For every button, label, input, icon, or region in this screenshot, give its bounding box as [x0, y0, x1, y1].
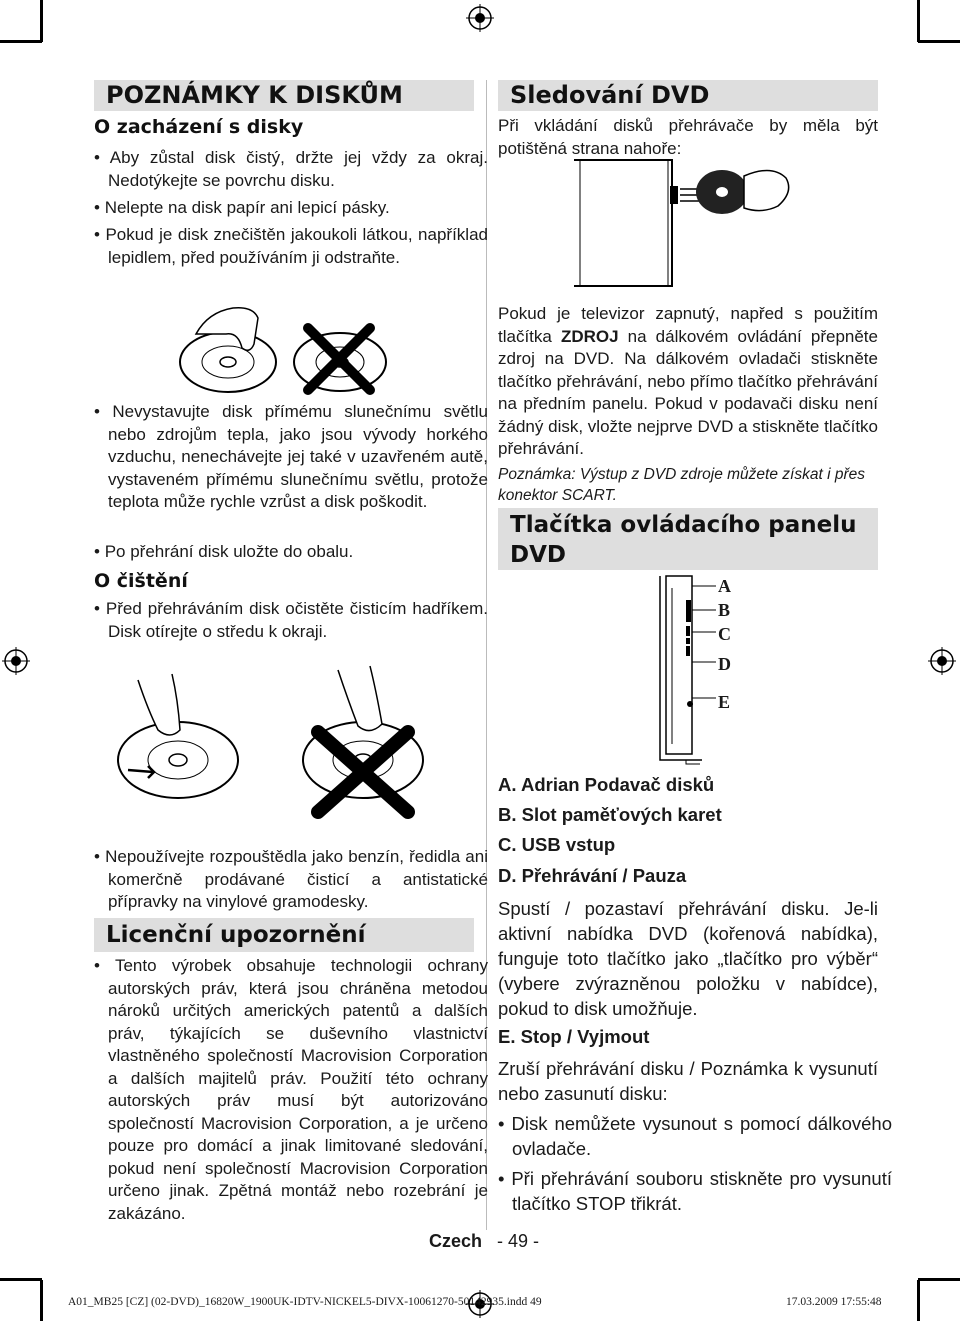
- source-key: ZDROJ: [560, 326, 619, 346]
- bullet-stop-three-times: • Při přehrávání souboru stiskněte pro vysunutí tlačítko STOP třikrát.: [498, 1166, 892, 1216]
- bullet-no-tape: • Nelepte na disk papír ani lepicí pásky.: [94, 197, 488, 220]
- label-stop-eject: E. Stop / Vyjmout: [498, 1026, 650, 1047]
- crop-mark: [918, 1278, 960, 1281]
- bullet-remove-dirt: • Pokud je disk znečištěn jakoukoli látkou, například lepidlem, před používáním ji odstraňte.: [94, 224, 488, 269]
- label-disc-tray: A. Adrian Podavač disků: [498, 774, 715, 795]
- crop-mark: [917, 1280, 920, 1321]
- label-usb: C. USB vstup: [498, 834, 616, 855]
- page-number: - 49 -: [497, 1231, 540, 1251]
- disc-handling-illustration: [178, 304, 388, 399]
- registration-mark-icon: [466, 4, 494, 32]
- bullet-macrovision: • Tento výrobek obsahuje technologii ochrany autorských práv, která jsou chráněna metodou nároků určitých amerických patentů a dalších práv, týkajících se duševního vlastnictví vlastněného společností Macrovision Corporation a dalších majitelů práv. Použití této ochrany autorských práv musí být autorizováno společností Macrovision Corporation, a je určeno pouze pro domácí a jinak limitované sledování, pokud není společností Macrovision Corporation určeno jinak. Zpětná montáž nebo rozebrání je zakázáno.: [94, 955, 488, 1225]
- footer-filename: A01_MB25 [CZ] (02-DVD)_16820W_1900UK-IDTV-NICKEL5-DIVX-10061270-50142935.indd 49: [68, 1296, 542, 1308]
- page-language: Czech: [429, 1231, 483, 1251]
- section-heading-license: Licenční upozornění: [94, 918, 474, 952]
- crop-mark: [40, 0, 43, 42]
- section-heading-dvd-viewing: Sledování DVD: [498, 80, 878, 111]
- subheading-cleaning: O čištění: [94, 570, 188, 592]
- crop-mark: [40, 1280, 43, 1321]
- crop-mark: [0, 40, 42, 43]
- bullet-clean-cloth: • Před přehráváním disk očistěte čisticím hadříkem. Disk otírejte o středu k okraji.: [94, 598, 488, 643]
- registration-mark-icon: [2, 647, 30, 675]
- subheading-disc-handling: O zacházení s disky: [94, 116, 304, 138]
- bullet-no-solvents: • Nepoužívejte rozpouštědla jako benzín, ředidla ani komerčně prodávané čisticí a antistatické přípravky na vinylové gramodesky.: [94, 846, 488, 914]
- label-card-slot: B. Slot paměťových karet: [498, 804, 722, 825]
- control-panel-diagram: [652, 574, 752, 766]
- panel-label-e: E: [718, 692, 731, 712]
- panel-label-d: D: [718, 654, 731, 674]
- panel-label-b: B: [718, 600, 731, 620]
- paragraph-scart-note: Poznámka: Výstup z DVD zdroje můžete získat i přes konektor SCART.: [498, 466, 865, 504]
- paragraph-source-switch: [498, 303, 878, 461]
- footer-timestamp: 17.03.2009 17:55:48: [786, 1296, 882, 1308]
- source-text-b: na dálkovém ovládání přepněte zdroj na DVD. Na dálkovém ovladači stiskněte tlačítko přehrávání, nebo přímo tlačítko přehrávání na předním panelu. Pokud v podavači disku není žádný disk, vložte nejprve DVD a stiskněte tlačítko přehrávání.: [498, 326, 878, 458]
- panel-label-a: A: [718, 576, 731, 596]
- section-heading-disc-notes: POZNÁMKY K DISKŮM: [94, 80, 474, 111]
- crop-mark: [0, 1278, 42, 1281]
- bullet-store-case: • Po přehrání disk uložte do obalu.: [94, 541, 488, 564]
- label-play-pause: D. Přehrávání / Pauza: [498, 865, 687, 886]
- paragraph-insert-disc: Při vkládání disků přehrávače by měla být potištěná strana nahoře:: [498, 116, 878, 158]
- crop-mark: [918, 40, 960, 43]
- crop-mark: [917, 0, 920, 42]
- registration-mark-icon: [928, 647, 956, 675]
- disc-cleaning-illustration: [108, 660, 448, 820]
- bullet-no-sunlight: • Nevystavujte disk přímému slunečnímu světlu nebo zdrojům tepla, jako jsou vývody horkého vzduchu, nenechávejte jej také v uzavřeném autě, vystaveném přímému slunečnímu světlu, protože teplota může rychle vzrůst a disk poškodit.: [94, 401, 488, 514]
- bullet-hold-edge: • Aby zůstal disk čistý, držte jej vždy za okraj. Nedotýkejte se povrchu disku.: [94, 147, 488, 192]
- disc-insertion-illustration: [572, 158, 802, 290]
- source-text-a: Pokud je televizor zapnutý, napřed s použitím tlačítka: [498, 304, 878, 346]
- section-heading-panel-buttons: Tlačítka ovládacího panelu DVD: [498, 508, 878, 570]
- bullet-no-remote-eject: • Disk nemůžete vysunout s pomocí dálkového ovladače.: [498, 1111, 892, 1161]
- paragraph-stop-eject: Zruší přehrávání disku / Poznámka k vysunutí nebo zasunutí disku:: [498, 1058, 878, 1104]
- paragraph-play-pause: Spustí / pozastaví přehrávání disku. Je-li aktivní nabídka DVD (kořenová nabídka), funguje toto tlačítko jako „tlačítko pro výběr“ (vybere zvýrazněnou položku v nabídce), pokud to disk umožňuje.: [498, 898, 878, 1019]
- panel-label-c: C: [718, 624, 731, 644]
